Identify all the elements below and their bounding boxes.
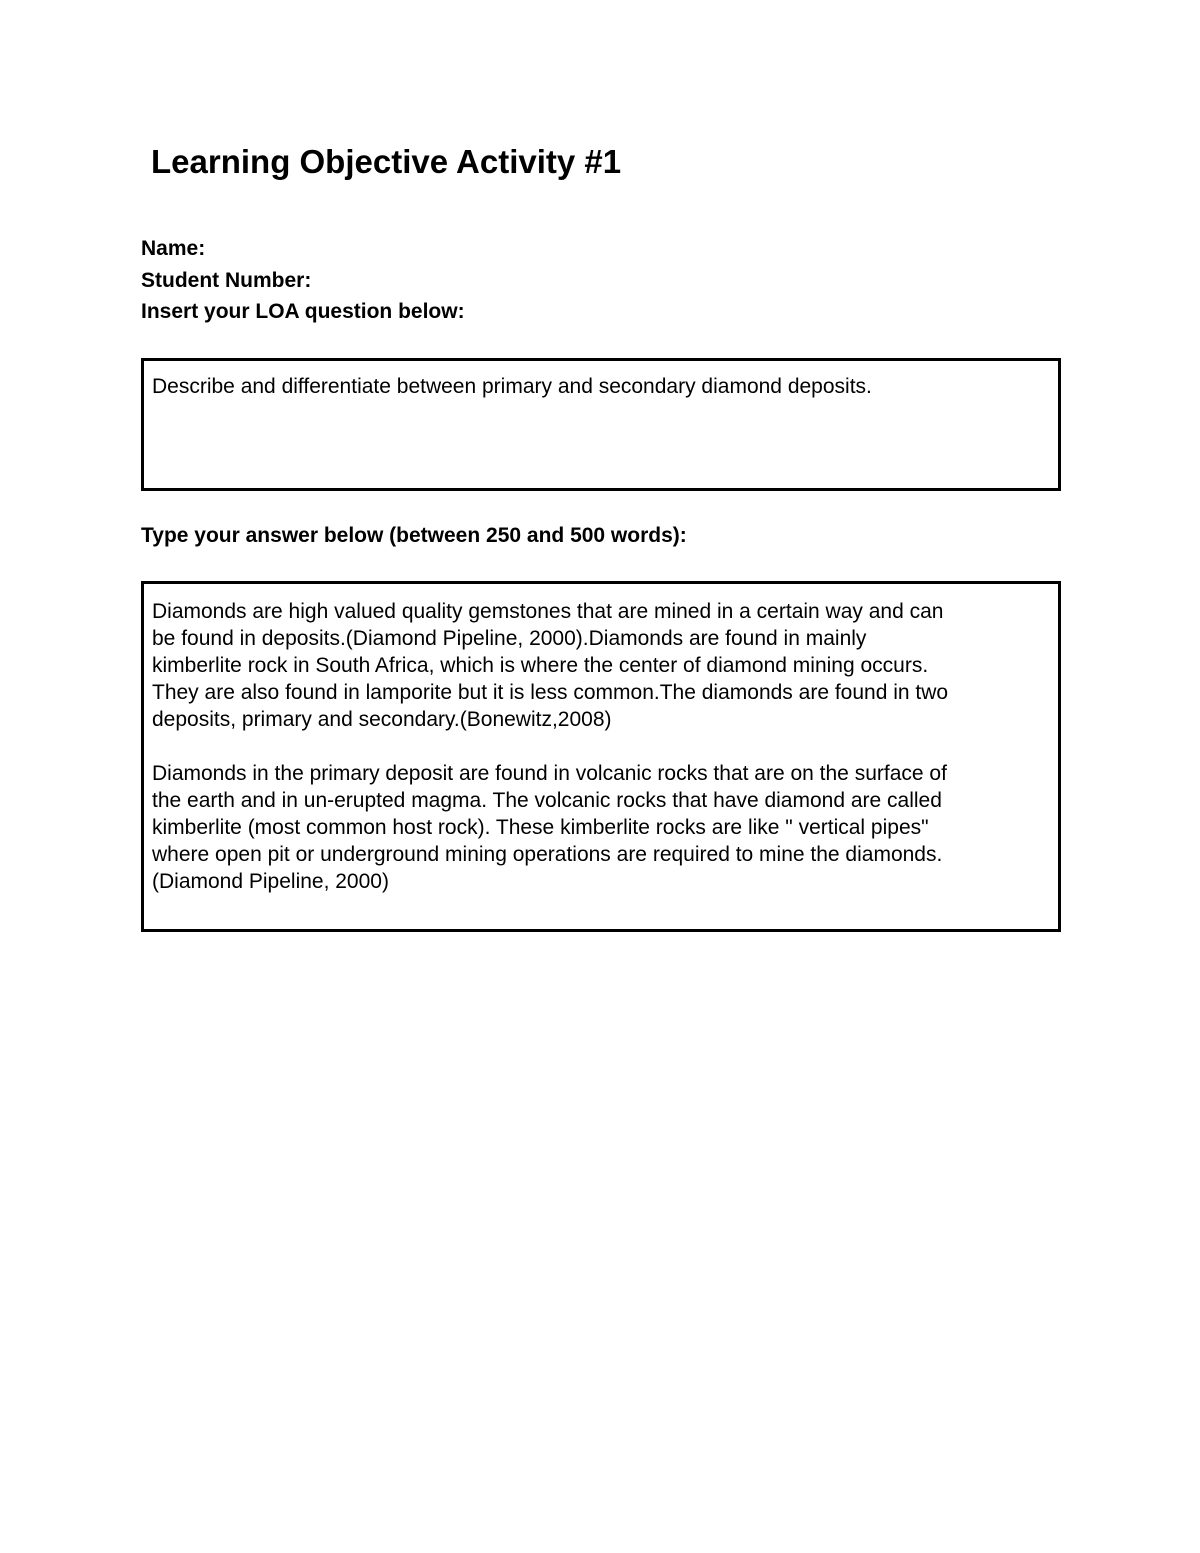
answer-line: where open pit or underground mining operations are required to mine the diamonds. — [152, 843, 943, 866]
question-box[interactable] — [141, 358, 1061, 491]
answer-line: (Diamond Pipeline, 2000) — [152, 870, 389, 893]
answer-body — [152, 598, 1052, 922]
student-info-fields — [141, 233, 465, 328]
question-prompt-label: Insert your LOA question below: — [141, 300, 465, 323]
answer-paragraph — [152, 598, 1052, 733]
name-label: Name: — [141, 237, 206, 260]
answer-box[interactable] — [141, 581, 1061, 932]
page-title: Learning Objective Activity #1 — [151, 143, 622, 180]
answer-line: deposits, primary and secondary.(Bonewitz,2008) — [152, 708, 612, 731]
student-number-label: Student Number: — [141, 268, 312, 292]
answer-line: Diamonds are high valued quality gemstones that are mined in a certain way and can — [152, 600, 944, 623]
answer-paragraph — [152, 760, 1052, 895]
answer-line: be found in deposits.(Diamond Pipeline, 2000).Diamonds are found in mainly — [152, 627, 867, 650]
answer-prompt-label: Type your answer below (between 250 and 500 words): — [141, 524, 687, 547]
question-text: Describe and differentiate between primary and secondary diamond deposits. — [152, 375, 872, 398]
answer-line: They are also found in lamporite but it is less common.The diamonds are found in two — [152, 681, 949, 704]
answer-line: the earth and in un-erupted magma. The volcanic rocks that have diamond are called — [152, 789, 942, 812]
answer-line: Diamonds in the primary deposit are found in volcanic rocks that are on the surface of — [152, 762, 947, 785]
answer-line: kimberlite (most common host rock). These kimberlite rocks are like " vertical pipes" — [152, 816, 929, 839]
answer-line: kimberlite rock in South Africa, which is where the center of diamond mining occurs. — [152, 654, 929, 677]
